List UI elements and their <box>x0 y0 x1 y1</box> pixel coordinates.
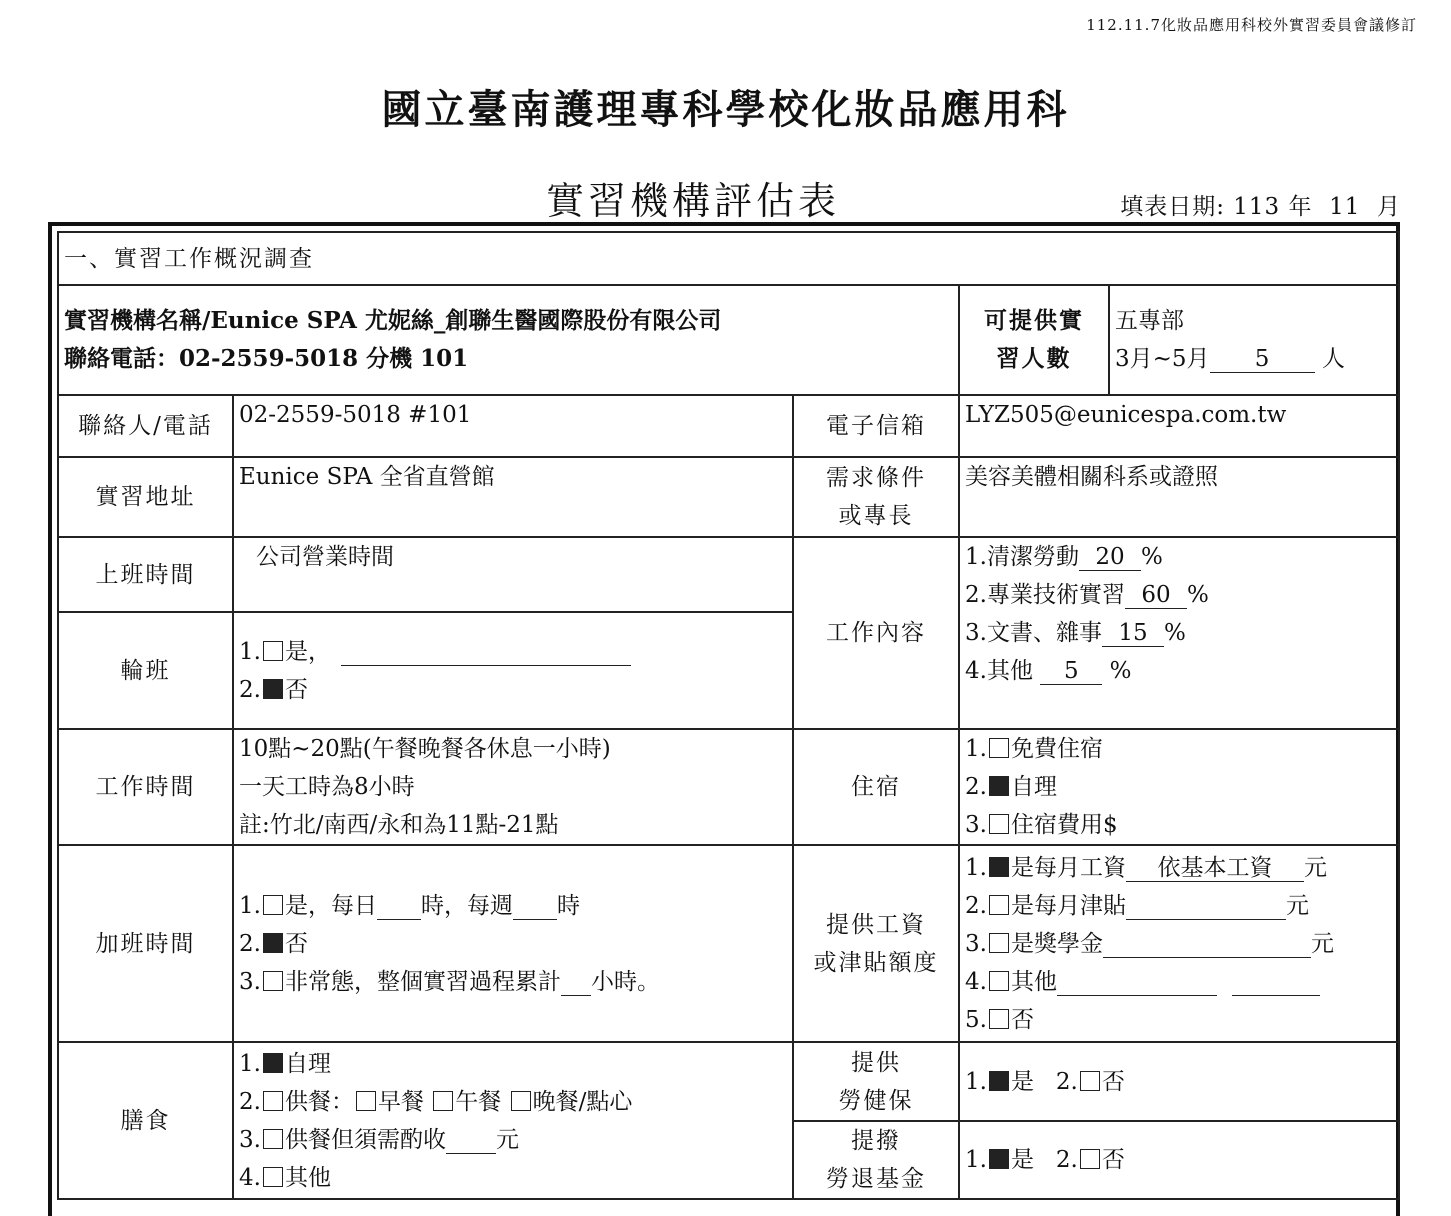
form-subtitle: 實習機構評估表 <box>546 179 841 223</box>
overtime-total-hours[interactable] <box>561 969 591 996</box>
meals-insurance-row <box>58 1042 1399 1121</box>
overtime-label: 加班時間 <box>58 845 233 1042</box>
overtime-weekly-hours[interactable] <box>513 893 557 920</box>
wage-scholarship-checkbox[interactable] <box>989 933 1009 953</box>
contact-row <box>58 395 1399 457</box>
insurance-options: 1. 是 2. 否 <box>959 1042 1399 1121</box>
insurance-no-checkbox[interactable] <box>1080 1071 1100 1091</box>
overtime-yes-checkbox[interactable] <box>263 895 283 915</box>
pension-label: 提撥 勞退基金 <box>793 1121 959 1199</box>
fill-date: 填表日期: 113 年 11 月 <box>1120 194 1401 220</box>
wage-other-checkbox[interactable] <box>989 971 1009 991</box>
wage-allowance-checkbox[interactable] <box>989 895 1009 915</box>
wage-other-amount[interactable] <box>1232 969 1320 996</box>
contact-phone[interactable]: 02-2559-5018 #101 <box>233 395 793 457</box>
overtime-irregular-checkbox[interactable] <box>263 971 283 991</box>
page-title: 國立臺南護理專科學校化妝品應用科 <box>381 86 1070 133</box>
work-content-cleaning[interactable]: 20 <box>1079 544 1141 571</box>
work-content-label: 工作內容 <box>793 537 959 729</box>
overtime-no-checkbox[interactable] <box>263 933 283 953</box>
lodging-self-checkbox[interactable] <box>989 776 1009 796</box>
meals-options: 1. 自理 2. 供餐： 早餐 午餐 晚餐/點心 3. 供餐但須需酌收 元 4. 其他 <box>233 1042 793 1199</box>
address-label: 實習地址 <box>58 457 233 537</box>
lodging-fee-checkbox[interactable] <box>989 814 1009 834</box>
shift-label: 輪班 <box>58 612 233 729</box>
wage-allowance-amount[interactable] <box>1126 893 1286 920</box>
wage-none-checkbox[interactable] <box>989 1009 1009 1029</box>
work-content-item: 1.清潔勞動 20 % <box>965 544 1163 570</box>
shift-no-checkbox[interactable] <box>263 679 283 699</box>
overtime-daily-hours[interactable] <box>377 893 421 920</box>
email-label: 電子信箱 <box>793 395 959 457</box>
work-content-other[interactable]: 5 <box>1040 658 1102 685</box>
work-content-item: 3.文書、雜事 15 % <box>965 620 1186 646</box>
wage-other-detail[interactable] <box>1057 969 1217 996</box>
section-header-row <box>58 232 1399 285</box>
wage-options: 1. 是每月工資 依基本工資 元 2. 是每月津貼 元 3. 是獎學金 元 4. 其他 5. 否 <box>959 845 1399 1042</box>
work-content-clerical[interactable]: 15 <box>1102 620 1164 647</box>
shift-yes-checkbox[interactable] <box>263 641 283 661</box>
work-content-item: 4.其他 5 % <box>965 658 1132 684</box>
org-name[interactable]: 實習機構名稱/Eunice SPA 尤妮絲_創聯生醫國際股份有限公司 <box>64 307 722 334</box>
address-value[interactable]: Eunice SPA 全省直營館 <box>233 457 793 537</box>
work-content-list <box>959 537 1399 729</box>
insurance-yes-checkbox[interactable] <box>989 1071 1009 1091</box>
wage-monthly-checkbox[interactable] <box>989 857 1009 877</box>
capacity-value: 五專部 3月~5月 5 人 <box>1109 285 1399 395</box>
work-start-value[interactable]: 公司營業時間 <box>233 537 793 612</box>
fill-date-year[interactable]: 113 <box>1233 194 1281 220</box>
fill-date-month[interactable]: 11 <box>1329 194 1361 220</box>
pension-yes-checkbox[interactable] <box>989 1149 1009 1169</box>
lodging-free-checkbox[interactable] <box>989 738 1009 758</box>
pension-options: 1. 是 2. 否 <box>959 1121 1399 1199</box>
wage-label: 提供工資 或津貼額度 <box>793 845 959 1042</box>
org-row <box>58 285 1399 395</box>
meals-breakfast-checkbox[interactable] <box>356 1091 376 1111</box>
meals-dinner-checkbox[interactable] <box>511 1091 531 1111</box>
requirement-value[interactable]: 美容美體相關科系或證照 <box>959 457 1399 537</box>
capacity-count[interactable]: 5 <box>1210 346 1315 373</box>
wage-monthly-amount[interactable]: 依基本工資 <box>1126 855 1304 882</box>
section-title: 一、實習工作概況調查 <box>58 232 1399 285</box>
wage-scholarship-amount[interactable] <box>1103 931 1311 958</box>
shift-options: 1. 是， 2. 否 <box>233 612 793 729</box>
shift-yes-detail[interactable] <box>341 639 631 666</box>
overtime-options: 1. 是，每日 時，每週 時 2. 否 3. 非常態，整個實習過程累計 小時。 <box>233 845 793 1042</box>
email-value[interactable]: LYZ505@eunicespa.com.tw <box>959 395 1399 457</box>
meals-self-checkbox[interactable] <box>263 1053 283 1073</box>
meals-provided-checkbox[interactable] <box>263 1091 283 1111</box>
insurance-label: 提供 勞健保 <box>793 1042 959 1121</box>
capacity-period: 3月~5月 <box>1115 346 1210 372</box>
work-hours-label: 工作時間 <box>58 729 233 845</box>
meals-lunch-checkbox[interactable] <box>433 1091 453 1111</box>
pension-no-checkbox[interactable] <box>1080 1149 1100 1169</box>
meals-other-checkbox[interactable] <box>263 1167 283 1187</box>
work-hours-value[interactable]: 10點~20點(午餐晚餐各休息一小時) 一天工時為8小時 註:竹北/南西/永和為11點-21點 <box>233 729 793 845</box>
requirement-label: 需求條件 或專長 <box>793 457 959 537</box>
contact-label: 聯絡人/電話 <box>58 395 233 457</box>
lodging-options: 1. 免費住宿 2. 自理 3. 住宿費用$ <box>959 729 1399 845</box>
lodging-label: 住宿 <box>793 729 959 845</box>
work-start-row <box>58 537 1399 612</box>
capacity-label: 可提供實 習人數 <box>959 285 1109 395</box>
work-start-label: 上班時間 <box>58 537 233 612</box>
work-hours-row <box>58 729 1399 845</box>
org-phone[interactable]: 聯絡電話：02-2559-5018 分機 101 <box>64 345 469 372</box>
work-content-technical[interactable]: 60 <box>1125 582 1187 609</box>
org-info <box>58 285 959 395</box>
work-content-item: 2.專業技術實習 60 % <box>965 582 1209 608</box>
overtime-row <box>58 845 1399 1042</box>
address-row <box>58 457 1399 537</box>
capacity-dept: 五專部 <box>1115 308 1184 334</box>
meals-label: 膳食 <box>58 1042 233 1199</box>
revision-note: 112.11.7化妝品應用科校外實習委員會議修訂 <box>1086 16 1417 34</box>
meals-fee-amount[interactable] <box>446 1127 496 1154</box>
evaluation-form <box>57 231 1400 1200</box>
meals-paid-checkbox[interactable] <box>263 1129 283 1149</box>
